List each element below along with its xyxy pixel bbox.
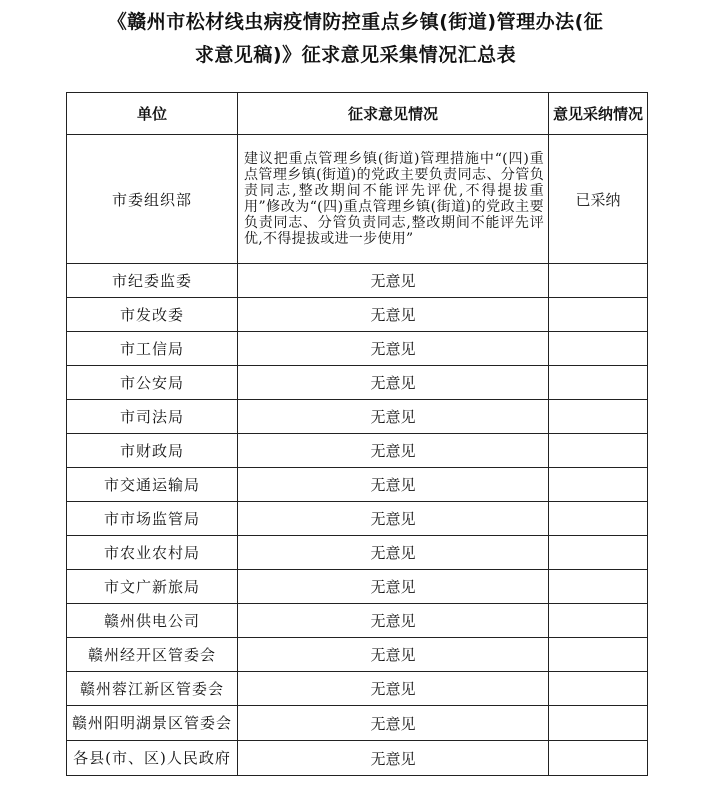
document-title-line-1: 《赣州市松材线虫病疫情防控重点乡镇(街道)管理办法(征: [107, 11, 604, 33]
adoption-cell: [549, 570, 648, 604]
adoption-cell: [549, 706, 648, 741]
unit-cell: 赣州供电公司: [67, 604, 238, 638]
opinion-cell: 无意见: [238, 638, 549, 672]
adoption-cell: [549, 604, 648, 638]
opinion-cell: 无意见: [238, 741, 549, 776]
unit-cell: 市文广新旅局: [67, 570, 238, 604]
adoption-cell: [549, 536, 648, 570]
table-row: [67, 570, 648, 604]
unit-cell: 赣州蓉江新区管委会: [67, 672, 238, 706]
adoption-cell: [549, 502, 648, 536]
unit-cell: 各县(市、区)人民政府: [67, 741, 238, 776]
opinion-cell: 无意见: [238, 298, 549, 332]
adoption-cell: [549, 264, 648, 298]
unit-cell: 市工信局: [67, 332, 238, 366]
unit-cell: 市财政局: [67, 434, 238, 468]
header-opinion: 征求意见情况: [238, 93, 549, 135]
table-row: [67, 706, 648, 741]
table-row: [67, 468, 648, 502]
header-adoption: 意见采纳情况: [549, 93, 648, 135]
table-row: [67, 366, 648, 400]
opinion-cell: 无意见: [238, 570, 549, 604]
adoption-cell: [549, 366, 648, 400]
unit-cell: 赣州经开区管委会: [67, 638, 238, 672]
adoption-cell: [549, 468, 648, 502]
opinion-summary-table: [66, 92, 648, 776]
opinion-cell: 无意见: [238, 434, 549, 468]
unit-cell: 市市场监管局: [67, 502, 238, 536]
opinion-cell: 无意见: [238, 366, 549, 400]
table-row: [67, 298, 648, 332]
table-row: [67, 332, 648, 366]
adoption-cell: [549, 400, 648, 434]
unit-cell: 市委组织部: [67, 135, 238, 264]
adoption-cell: [549, 672, 648, 706]
unit-cell: 市发改委: [67, 298, 238, 332]
table-row: [67, 604, 648, 638]
table-row: [67, 672, 648, 706]
adoption-cell: [549, 741, 648, 776]
table-row: [67, 741, 648, 776]
adoption-cell: [549, 434, 648, 468]
opinion-cell: 无意见: [238, 468, 549, 502]
adoption-cell: 已采纳: [549, 135, 648, 264]
opinion-cell: 无意见: [238, 604, 549, 638]
opinion-cell: 无意见: [238, 706, 549, 741]
table-row: [67, 638, 648, 672]
table-row: [67, 400, 648, 434]
adoption-cell: [549, 638, 648, 672]
opinion-cell: 无意见: [238, 400, 549, 434]
opinion-cell: 无意见: [238, 672, 549, 706]
table-row: [67, 502, 648, 536]
opinion-cell: 无意见: [238, 536, 549, 570]
opinion-cell: 建议把重点管理乡镇(街道)管理措施中“(四)重点管理乡镇(街道)的党政主要负责同志、分管负责同志,整改期间不能评先评优,不得提拔重用”修改为“(四)重点管理乡镇(街道)的党政主要负责同志、分管负责同志,整改期间不能评先评优,不得提拔或进一步使用”: [238, 135, 549, 264]
unit-cell: 市纪委监委: [67, 264, 238, 298]
unit-cell: 市公安局: [67, 366, 238, 400]
table-row: [67, 264, 648, 298]
table-row: [67, 536, 648, 570]
header-unit: 单位: [67, 93, 238, 135]
document-title-line-2: 求意见稿)》征求意见采集情况汇总表: [194, 44, 517, 66]
unit-cell: 市交通运输局: [67, 468, 238, 502]
unit-cell: 市农业农村局: [67, 536, 238, 570]
adoption-cell: [549, 298, 648, 332]
opinion-cell: 无意见: [238, 264, 549, 298]
unit-cell: 赣州阳明湖景区管委会: [67, 706, 238, 741]
adoption-cell: [549, 332, 648, 366]
opinion-cell: 无意见: [238, 332, 549, 366]
unit-cell: 市司法局: [67, 400, 238, 434]
table-row: [67, 135, 648, 264]
opinion-cell: 无意见: [238, 502, 549, 536]
table-row: [67, 434, 648, 468]
table-header-row: [67, 93, 648, 135]
